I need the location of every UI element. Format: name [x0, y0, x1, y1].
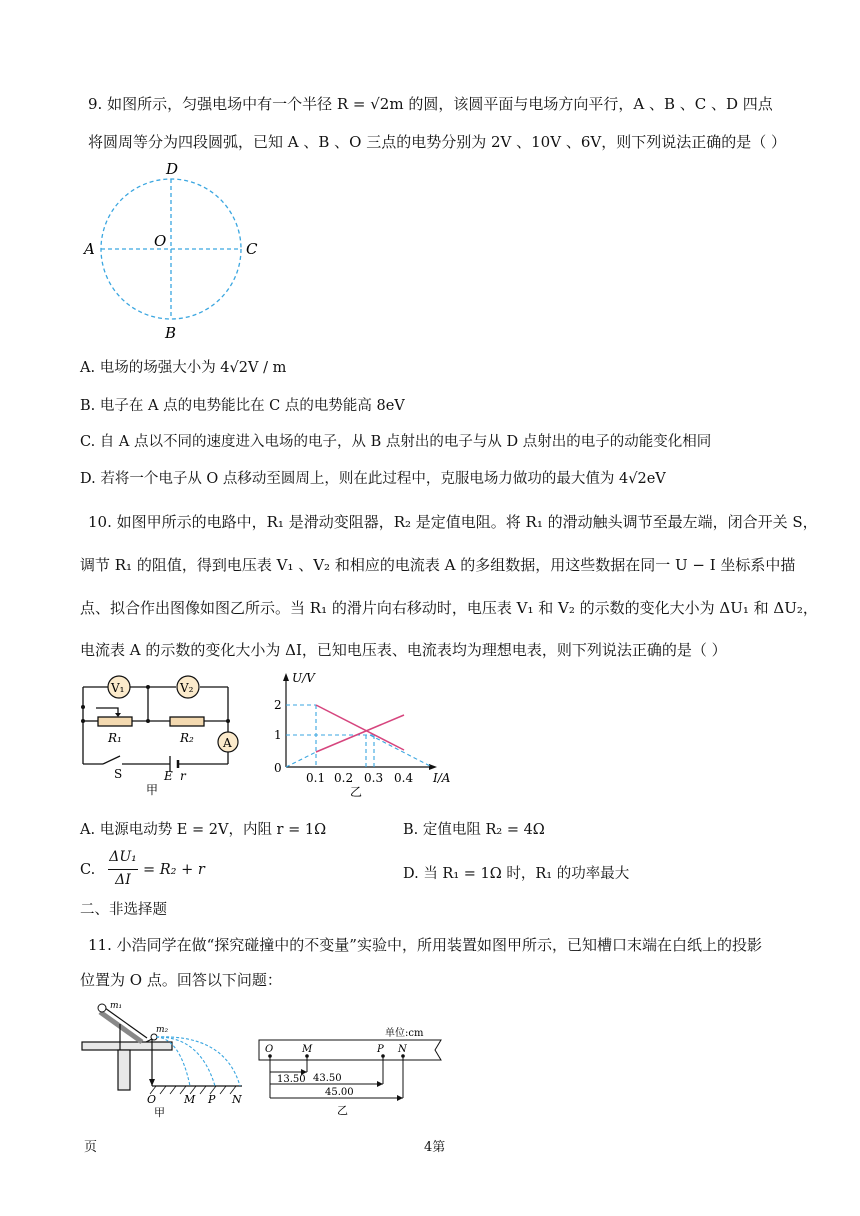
q9-option-a: A. 电场的场强大小为 4√2V / m — [80, 360, 287, 376]
q9-line-2: 将圆周等分为四段圆弧，已知 A 、B 、O 三点的电势分别为 2V 、10V 、6V，则下列说法正确的是（ ） — [88, 133, 786, 151]
distance-on: 45.00 — [325, 1087, 354, 1098]
label-c: C — [246, 240, 258, 258]
y-tick-2: 2 — [274, 698, 282, 712]
apparatus-caption: 甲 — [154, 1106, 165, 1119]
p-label: P — [208, 1093, 216, 1106]
label-a: A — [84, 240, 95, 258]
graph-caption: 乙 — [350, 785, 363, 799]
q10-option-c-label: C. — [80, 862, 96, 878]
label-b: B — [165, 324, 177, 342]
q9-option-b: B. 电子在 A 点的电势能比在 C 点的电势能高 8eV — [80, 398, 405, 414]
x-tick-0-4: 0.4 — [394, 771, 414, 785]
graph-ylabel: U/V — [292, 671, 315, 685]
q9-option-d: D. 若将一个电子从 O 点移动至圆周上，则在此过程中，克服电场力做功的最大值为 4√2eV — [80, 471, 666, 487]
distance-op: 43.50 — [313, 1073, 342, 1084]
internal-r-label: r — [180, 769, 186, 783]
graph-origin: 0 — [274, 761, 282, 775]
q10-option-a: A. 电源电动势 E = 2V，内阻 r = 1Ω — [80, 822, 327, 838]
ruler-n-label: N — [398, 1044, 407, 1055]
o-label: O — [147, 1093, 157, 1106]
ruler-m-label: M — [302, 1044, 313, 1055]
q11-apparatus-figure — [80, 1002, 250, 1122]
q10-option-c-rest: = R₂ + r — [143, 862, 205, 878]
n-label: N — [232, 1093, 242, 1106]
x-tick-0-2: 0.2 — [334, 771, 354, 785]
x-tick-0-1: 0.1 — [306, 771, 326, 785]
voltmeter-v1-label: V₁ — [111, 681, 125, 695]
q10-line-4: 电流表 A 的示数的变化大小为 ΔI，已知电压表、电流表均为理想电表，则下列说法正确的是（ ） — [80, 641, 727, 659]
q10-option-d: D. 当 R₁ = 1Ω 时，R₁ 的功率最大 — [403, 866, 630, 882]
label-d: D — [166, 160, 179, 178]
distance-om: 13.50 — [277, 1074, 306, 1085]
y-tick-1: 1 — [274, 728, 282, 742]
q10-line-1: 10. 如图甲所示的电路中，R₁ 是滑动变阻器，R₂ 是定值电阻。将 R₁ 的滑动触头调节至最左端，闭合开关 S， — [88, 513, 818, 531]
ruler-o-label: O — [265, 1044, 274, 1055]
x-tick-0-3: 0.3 — [364, 771, 384, 785]
emf-label: E — [164, 769, 173, 783]
q9-option-c: C. 自 A 点以不同的速度进入电场的电子，从 B 点射出的电子与从 D 点射出的电子的动能变化相同 — [80, 434, 712, 450]
q10-line-3: 点、拟合作出图像如图乙所示。当 R₁ 的滑片向右移动时，电压表 V₁ 和 V₂ 的示数的变化大小为 ΔU₁ 和 ΔU₂， — [80, 599, 818, 617]
q9-circle-figure — [80, 158, 270, 348]
q11-line-2: 位置为 O 点。回答以下问题： — [80, 971, 282, 989]
q10-option-c-numerator: ΔU₁ — [109, 849, 137, 865]
section-heading: 二、非选择题 — [80, 902, 167, 918]
m2-label: m₂ — [156, 1025, 169, 1035]
fraction-bar — [108, 869, 138, 870]
ruler-p-label: P — [377, 1044, 384, 1055]
q10-circuit-figure — [78, 672, 243, 797]
q10-option-c-denominator: ΔI — [115, 872, 131, 888]
r2-label: R₂ — [180, 731, 194, 745]
q11-ruler-figure — [255, 1026, 455, 1122]
voltmeter-v2-label: V₂ — [180, 681, 194, 695]
page-number: 4第 — [424, 1140, 446, 1155]
unit-label: 单位:cm — [385, 1028, 424, 1039]
m-label: M — [184, 1093, 196, 1106]
circuit-caption: 甲 — [146, 783, 159, 797]
footer-left: 页 — [84, 1140, 98, 1155]
label-o: O — [154, 232, 167, 250]
ruler-caption: 乙 — [337, 1104, 348, 1117]
q11-line-1: 11. 小浩同学在做“探究碰撞中的不变量”实验中，所用装置如图甲所示，已知槽口末端在白纸上的投影 — [88, 936, 762, 954]
m1-label: m₁ — [110, 1001, 123, 1011]
r1-label: R₁ — [108, 731, 122, 745]
q10-ui-graph — [268, 672, 458, 797]
ammeter-label: A — [223, 736, 232, 750]
q10-line-2: 调节 R₁ 的阻值，得到电压表 V₁ 、V₂ 和相应的电流表 A 的多组数据，用这些数据在同一 U − I 坐标系中描 — [80, 556, 796, 574]
graph-xlabel: I/A — [433, 771, 451, 785]
q10-option-b: B. 定值电阻 R₂ = 4Ω — [403, 822, 545, 838]
switch-label: S — [114, 767, 123, 781]
q9-line-1: 9. 如图所示，匀强电场中有一个半径 R = √2m 的圆，该圆平面与电场方向平行，A 、B 、C 、D 四点 — [88, 95, 773, 113]
